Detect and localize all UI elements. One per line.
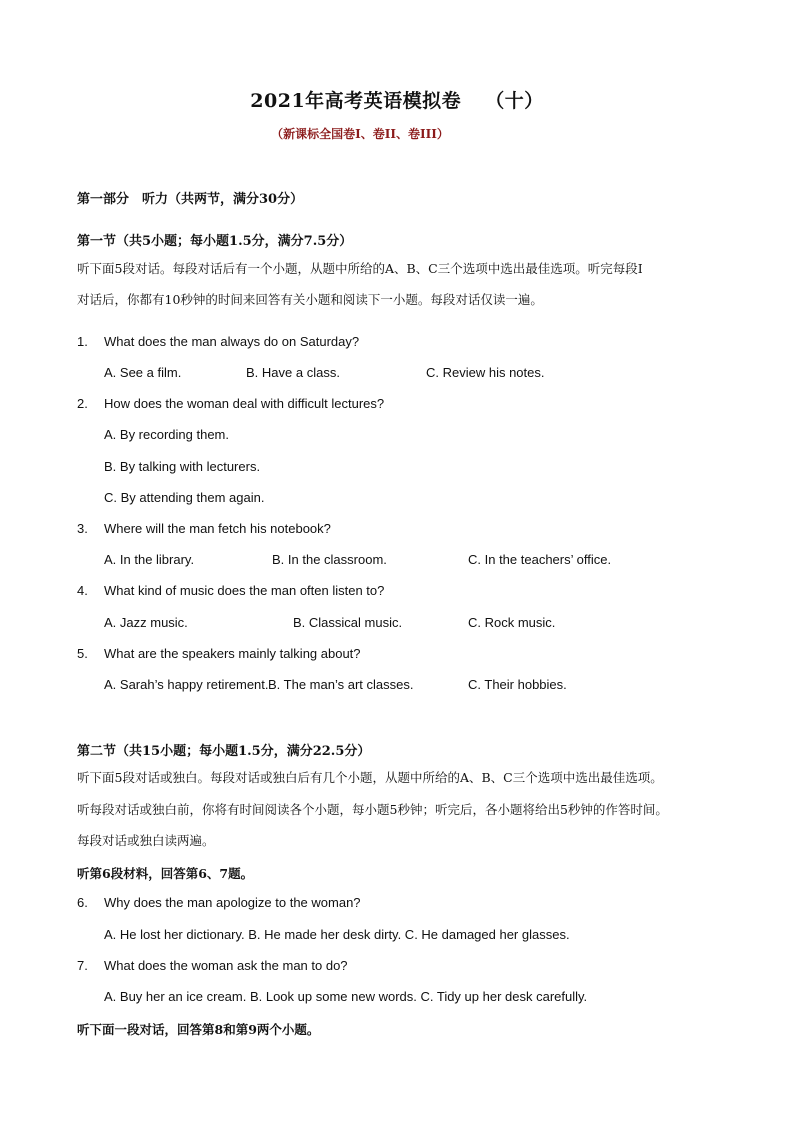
option-c: C. Their hobbies.	[468, 677, 567, 692]
section1-directions-line1: 听下面5段对话。每段对话后有一个小题，从题中所给的A、B、C三个选项中选出最佳选项。听完每段I	[77, 261, 643, 276]
next-material-instruction: 听下面一段对话，回答第8和第9两个小题。	[77, 1022, 320, 1037]
question-text: Where will the man fetch his notebook?	[104, 521, 331, 536]
question-text: What kind of music does the man often listen to?	[104, 583, 385, 598]
option-b: B. Have a class.	[246, 365, 340, 380]
section2-directions-line1: 听下面5段对话或独白。每段对话或独白后有几个小题，从题中所给的A、B、C三个选项中选出最佳选项。	[77, 770, 663, 785]
section1-directions-line2: 对话后，你都有10秒钟的时间来回答有关小题和阅读下一小题。每段对话仅读一遍。	[77, 292, 543, 307]
option-a: A. See a film.	[104, 365, 182, 380]
option-b: B. In the classroom.	[272, 552, 387, 567]
title-suffix: （十）	[485, 90, 544, 112]
question-number: 5.	[77, 646, 88, 661]
question-number: 4.	[77, 583, 88, 598]
option-c: C. Rock music.	[468, 615, 556, 630]
options-line: A. He lost her dictionary. B. He made her desk dirty. C. He damaged her glasses.	[104, 927, 570, 942]
option-c: C. By attending them again.	[104, 490, 265, 505]
section2-heading: 第二节（共15小题；每小题1.5分，满分22.5分）	[77, 744, 371, 759]
section2-directions-line2: 听每段对话或独白前，你将有时间阅读各个小题，每小题5秒钟；听完后，各小题将给出5秒钟的作答时间。	[77, 802, 668, 817]
question-text: What does the man always do on Saturday?	[104, 334, 360, 349]
page-title	[0, 86, 794, 113]
question-number: 1.	[77, 334, 88, 349]
section2-directions-line3: 每段对话或独白读两遍。	[77, 833, 215, 848]
question-number: 6.	[77, 895, 88, 910]
option-c: C. Review his notes.	[426, 365, 545, 380]
title-main: 2021年高考英语模拟卷	[250, 90, 462, 112]
options-line: A. Buy her an ice cream. B. Look up some new words. C. Tidy up her desk carefully.	[104, 989, 588, 1004]
material-6-instruction: 听第6段材料，回答第6、7题。	[77, 866, 254, 881]
question-text: What are the speakers mainly talking about?	[104, 646, 361, 661]
option-a: A. In the library.	[104, 552, 195, 567]
option-a: A. Sarah’s happy retirement.	[104, 677, 269, 692]
question-number: 7.	[77, 958, 88, 973]
option-b: B. By talking with lecturers.	[104, 459, 261, 474]
option-b: B. The man’s art classes.	[268, 677, 414, 692]
option-b: B. Classical music.	[293, 615, 403, 630]
option-c: C. In the teachers’ office.	[468, 552, 612, 567]
question-number: 2.	[77, 396, 88, 411]
question-number: 3.	[77, 521, 88, 536]
section1-heading: 第一节（共5小题；每小题1.5分，满分7.5分）	[77, 234, 353, 249]
option-a: A. By recording them.	[104, 427, 229, 442]
question-text: How does the woman deal with difficult lectures?	[104, 396, 385, 411]
question-text: Why does the man apologize to the woman?	[104, 895, 361, 910]
question-text: What does the woman ask the man to do?	[104, 958, 348, 973]
part1-heading: 第一部分 听力（共两节，满分30分）	[77, 192, 304, 207]
page-subtitle: （新课标全国卷I、卷II、卷III）	[271, 127, 449, 141]
option-a: A. Jazz music.	[104, 615, 188, 630]
